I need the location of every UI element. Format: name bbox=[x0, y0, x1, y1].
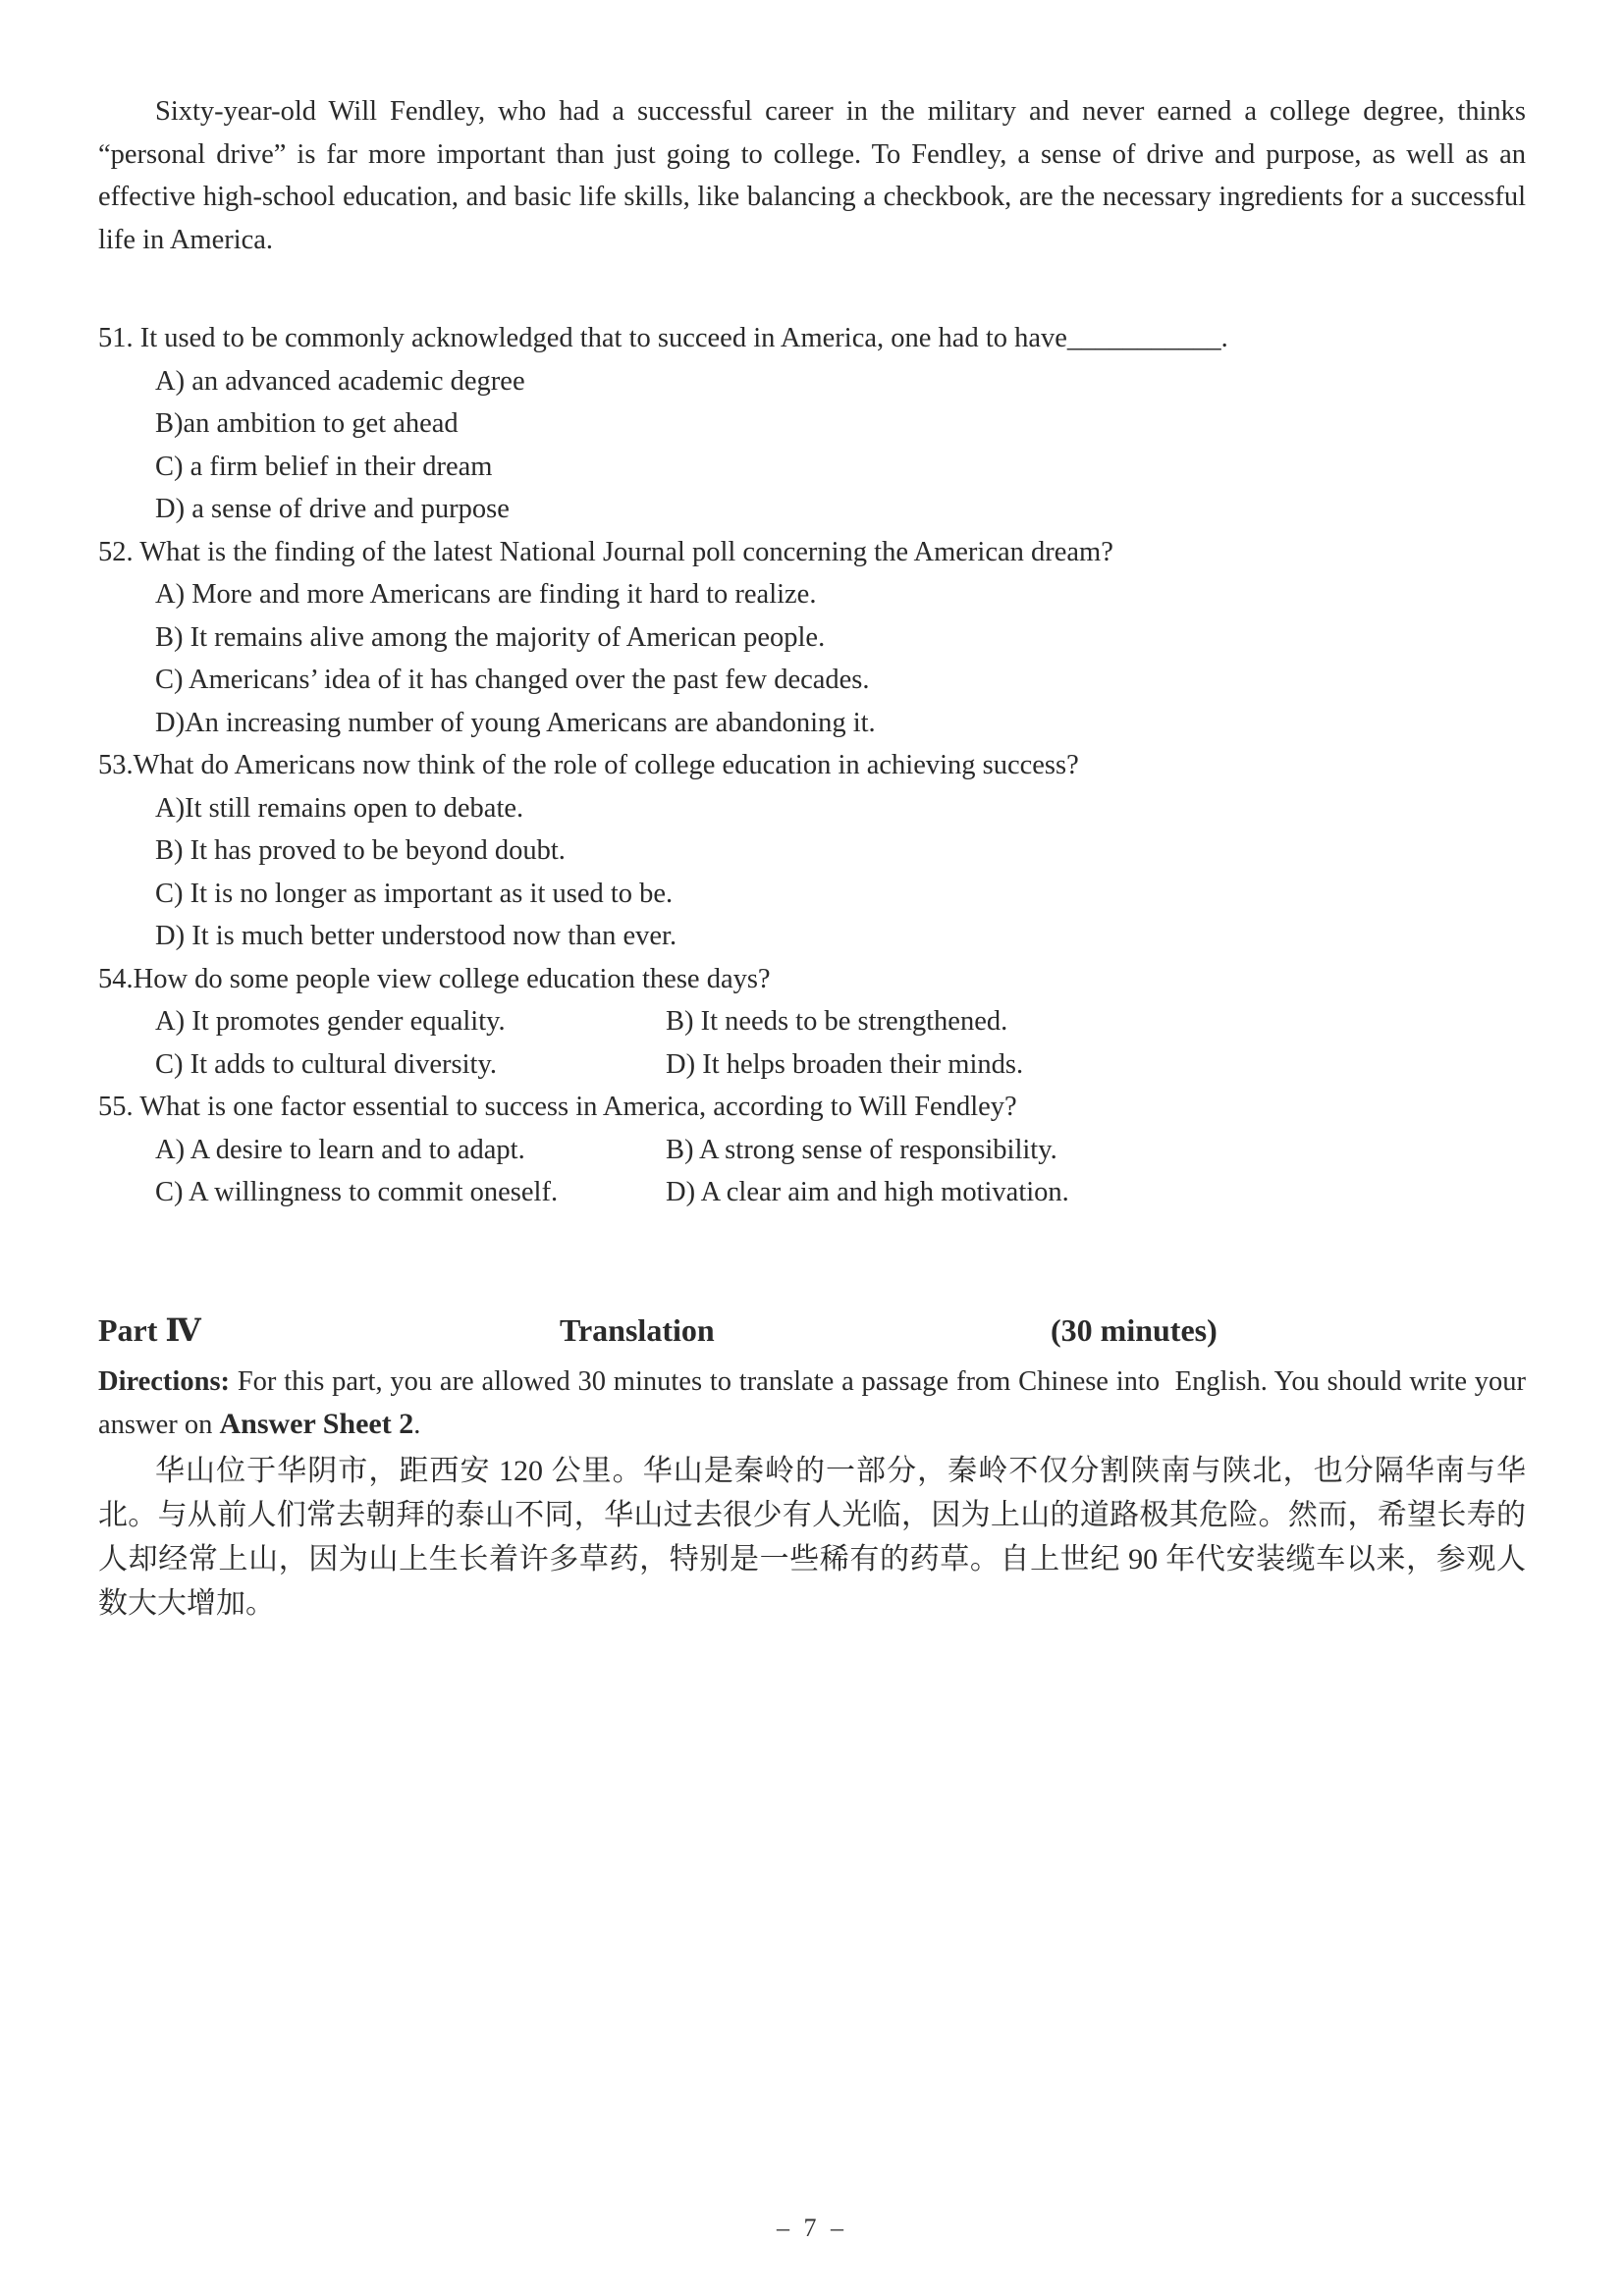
option-item: C) a firm belief in their dream bbox=[155, 451, 493, 482]
question-stem: 53.What do Americans now think of the role of college education in achieving success? bbox=[98, 750, 1079, 780]
question-stem: 55. What is one factor essential to success in America, according to Will Fendley? bbox=[98, 1092, 1017, 1122]
part4-header bbox=[98, 1307, 1526, 1354]
question-options bbox=[155, 1000, 1526, 1086]
option-item: C) A willingness to commit oneself. bbox=[155, 1177, 559, 1207]
directions-body: For this part, you are allowed 30 minutes to translate a passage from Chinese into English. You should write your answer on bbox=[98, 1365, 1534, 1440]
question-stem: 51. It used to be commonly acknowledged that to succeed in America, one had to have___________. bbox=[98, 323, 1228, 353]
question-options bbox=[155, 1129, 1526, 1214]
option-item: B) It has proved to be beyond doubt. bbox=[155, 835, 566, 866]
question-options bbox=[155, 360, 1526, 531]
option-item: D) A clear aim and high motivation. bbox=[666, 1177, 1069, 1207]
question-51 bbox=[98, 317, 1526, 531]
option-item: D) It helps broaden their minds. bbox=[666, 1048, 1024, 1080]
question-54 bbox=[98, 958, 1526, 1087]
option-item: A)It still remains open to debate. bbox=[155, 792, 524, 824]
option-item: B) It needs to be strengthened. bbox=[666, 1006, 1008, 1037]
option-item: C) It is no longer as important as it used to be. bbox=[155, 878, 674, 909]
option-item: A) It promotes gender equality. bbox=[155, 1006, 506, 1037]
option-item: D) a sense of drive and purpose bbox=[155, 494, 510, 524]
page-number: – 7 – bbox=[777, 2214, 847, 2242]
part-duration: (30 minutes) bbox=[1051, 1311, 1218, 1348]
chinese-translation-passage: 华山位于华阴市，距西安 120 公里。华山是秦岭的一部分，秦岭不仅分割陕南与陕北，也分隔华南与华北。与从前人们常去朝拜的泰山不同，华山过去很少有人光临，因为上山的道路极其危险。然而，希望长寿的人却经常上山，因为山上生长着许多草药，特别是一些稀有的药草。自上世纪 90 年代安装缆车以来，参观人数大大增加。 bbox=[98, 1454, 1526, 1620]
option-item: B) A strong sense of responsibility. bbox=[666, 1134, 1057, 1165]
reading-passage-paragraph: Sixty-year-old Will Fendley, who had a successful career in the military and never earned a college degree, thinks “personal drive” is far more important than just going to college. To Fendley, a sense of drive and purpose, as well as an effective high-school education, and basic life skills, like balancing a checkbook, are the necessary ingredients for a successful life in America. bbox=[98, 96, 1526, 255]
part-label: Part Ⅳ bbox=[98, 1311, 201, 1348]
option-item: B)an ambition to get ahead bbox=[155, 408, 459, 439]
option-item: D) It is much better understood now than ever. bbox=[155, 921, 677, 951]
option-item: A) More and more Americans are finding it hard to realize. bbox=[155, 579, 817, 610]
directions bbox=[98, 1361, 1534, 1447]
part-title: Translation bbox=[560, 1311, 715, 1348]
questions-section bbox=[98, 317, 1526, 1214]
answer-sheet-ref: Answer Sheet 2 bbox=[219, 1408, 414, 1440]
question-53 bbox=[98, 744, 1526, 958]
question-options bbox=[155, 787, 1526, 958]
option-item: B) It remains alive among the majority of American people. bbox=[155, 621, 826, 653]
option-item: D)An increasing number of young Americans are abandoning it. bbox=[155, 707, 876, 738]
option-item: A) A desire to learn and to adapt. bbox=[155, 1134, 525, 1165]
directions-end: . bbox=[413, 1410, 421, 1440]
question-55 bbox=[98, 1086, 1526, 1214]
option-item: C) Americans’ idea of it has changed over the past few decades. bbox=[155, 665, 870, 695]
question-stem: 52. What is the finding of the latest National Journal poll concerning the American dream? bbox=[98, 536, 1113, 567]
option-item: C) It adds to cultural diversity. bbox=[155, 1048, 497, 1080]
question-options bbox=[155, 573, 1526, 744]
question-52 bbox=[98, 531, 1526, 745]
directions-label: Directions: bbox=[98, 1365, 231, 1397]
question-stem: 54.How do some people view college education these days? bbox=[98, 963, 771, 994]
option-item: A) an advanced academic degree bbox=[155, 365, 525, 397]
